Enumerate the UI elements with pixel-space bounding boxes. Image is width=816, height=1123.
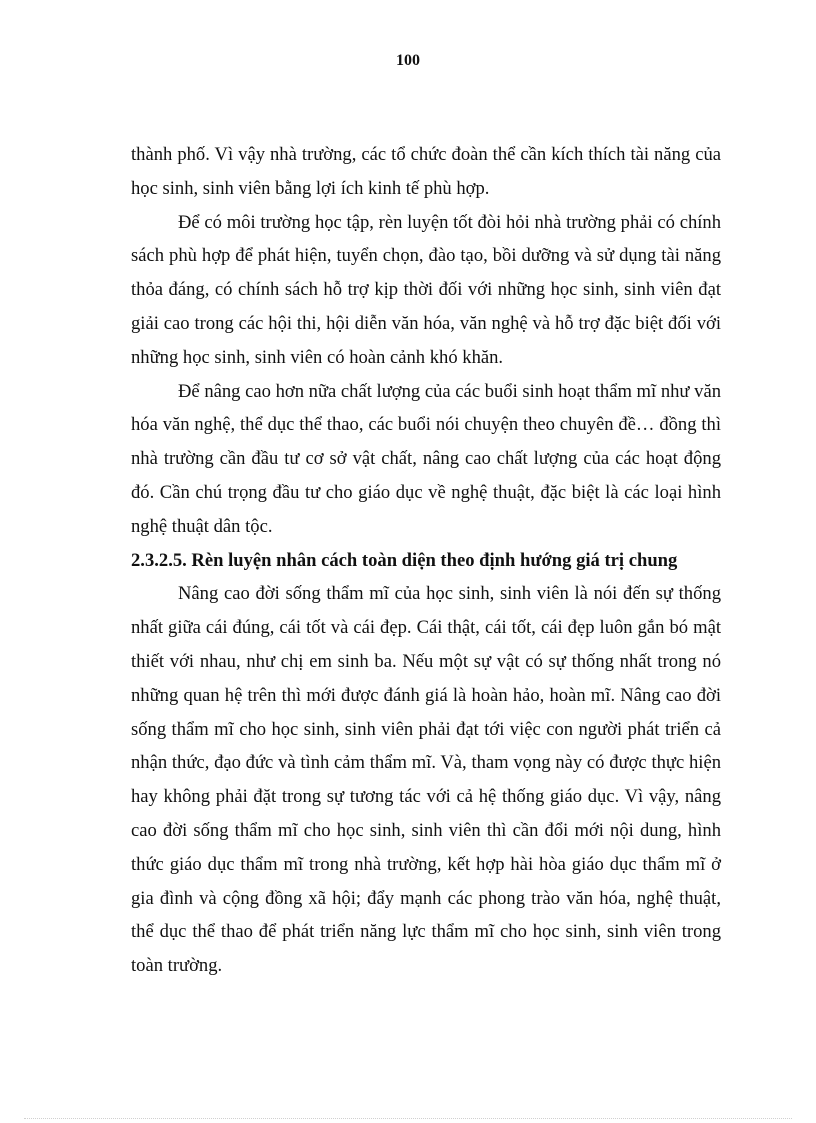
page-number: 100 [396,52,420,69]
footer-divider [24,1118,792,1119]
paragraph-continuation: thành phố. Vì vậy nhà trường, các tổ chức đoàn thể cần kích thích tài năng của học sinh, sinh viên bằng lợi ích kinh tế phù hợp. [131,144,721,199]
paragraph-aesthetic-activities: Để nâng cao hơn nữa chất lượng của các buổi sinh hoạt thẩm mĩ như văn hóa văn nghệ, thể dục thể thao, các buổi nói chuyện theo chuyên đề… đồng thì nhà trường cần đầu tư cơ sở vật chất, nâng cao chất lượng của các hoạt động đó. Cần chú trọng đầu tư cho giáo dục về nghệ thuật, đặc biệt là các loại hình nghệ thuật dân tộc. [131,380,721,537]
section-heading: 2.3.2.5. Rèn luyện nhân cách toàn diện theo định hướng giá trị chung [131,549,678,571]
paragraph-section-body: Nâng cao đời sống thẩm mĩ của học sinh, sinh viên là nói đến sự thống nhất giữa cái đúng, cái tốt và cái đẹp. Cái thật, cái tốt, cái đẹp luôn gắn bó mật thiết với nhau, như chị em sinh ba. Nếu một sự vật có sự thống nhất trong nó những quan hệ trên thì mới được đánh giá là hoàn hảo, hoàn mĩ. Nâng cao đời sống thẩm mĩ cho học sinh, sinh viên phải đạt tới việc con người phát triển cả nhận thức, đạo đức và tình cảm thẩm mĩ. Và, tham vọng này có được thực hiện hay không phải đặt trong sự tương tác với cả hệ thống giáo dục. Vì vậy, nâng cao đời sống thẩm mĩ cho học sinh, sinh viên thì cần đổi mới nội dung, hình thức giáo dục thẩm mĩ trong nhà trường, kết hợp hài hòa giáo dục thẩm mĩ ở gia đình và cộng đồng xã hội; đẩy mạnh các phong trào văn hóa, nghệ thuật, thể dục thể thao để phát triển năng lực thẩm mĩ cho học sinh, sinh viên trong toàn trường. [131,583,721,977]
paragraph-learning-environment: Để có môi trường học tập, rèn luyện tốt đòi hỏi nhà trường phải có chính sách phù hợp để phát hiện, tuyển chọn, đào tạo, bồi dưỡng và sử dụng tài năng thỏa đáng, có chính sách hỗ trợ kịp thời đối với những học sinh, sinh viên đạt giải cao trong các hội thi, hội diễn văn hóa, văn nghệ và hỗ trợ đặc biệt đối với những học sinh, sinh viên có hoàn cảnh khó khăn. [131,211,721,368]
page-body [131,138,721,983]
